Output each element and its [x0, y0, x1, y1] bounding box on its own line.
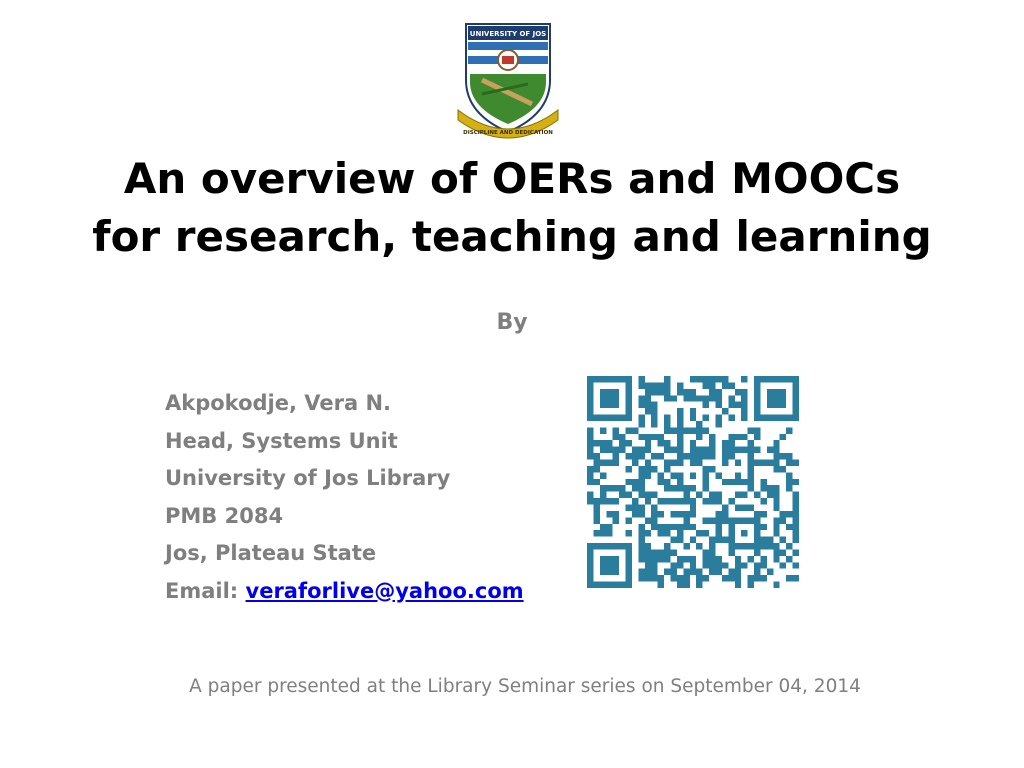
title-line-2: for research, teaching and learning — [92, 212, 932, 261]
author-address: PMB 2084 — [165, 503, 284, 528]
title-line-1: An overview of OERs and MOOCs — [123, 154, 901, 203]
crest-motto-text: DISCIPLINE AND DEDICATION — [463, 130, 553, 136]
footer-caption: A paper presented at the Library Seminar series on September 04, 2014 — [189, 676, 861, 697]
author-position: Head, Systems Unit — [165, 428, 398, 453]
author-email-row — [165, 573, 585, 611]
by-label: By — [496, 310, 528, 335]
author-block — [165, 385, 585, 610]
author-city: Jos, Plateau State — [165, 541, 377, 565]
crest-banner-text: UNIVERSITY OF JOS — [469, 30, 547, 38]
qr-code-icon — [587, 376, 799, 588]
email-link[interactable]: veraforlive@yahoo.com — [245, 578, 524, 603]
author-institution: University of Jos Library — [165, 466, 451, 490]
slide-title — [60, 150, 964, 266]
university-crest-icon — [452, 18, 564, 142]
email-label: Email: — [165, 578, 239, 603]
author-name: Akpokodje, Vera N. — [165, 391, 392, 415]
